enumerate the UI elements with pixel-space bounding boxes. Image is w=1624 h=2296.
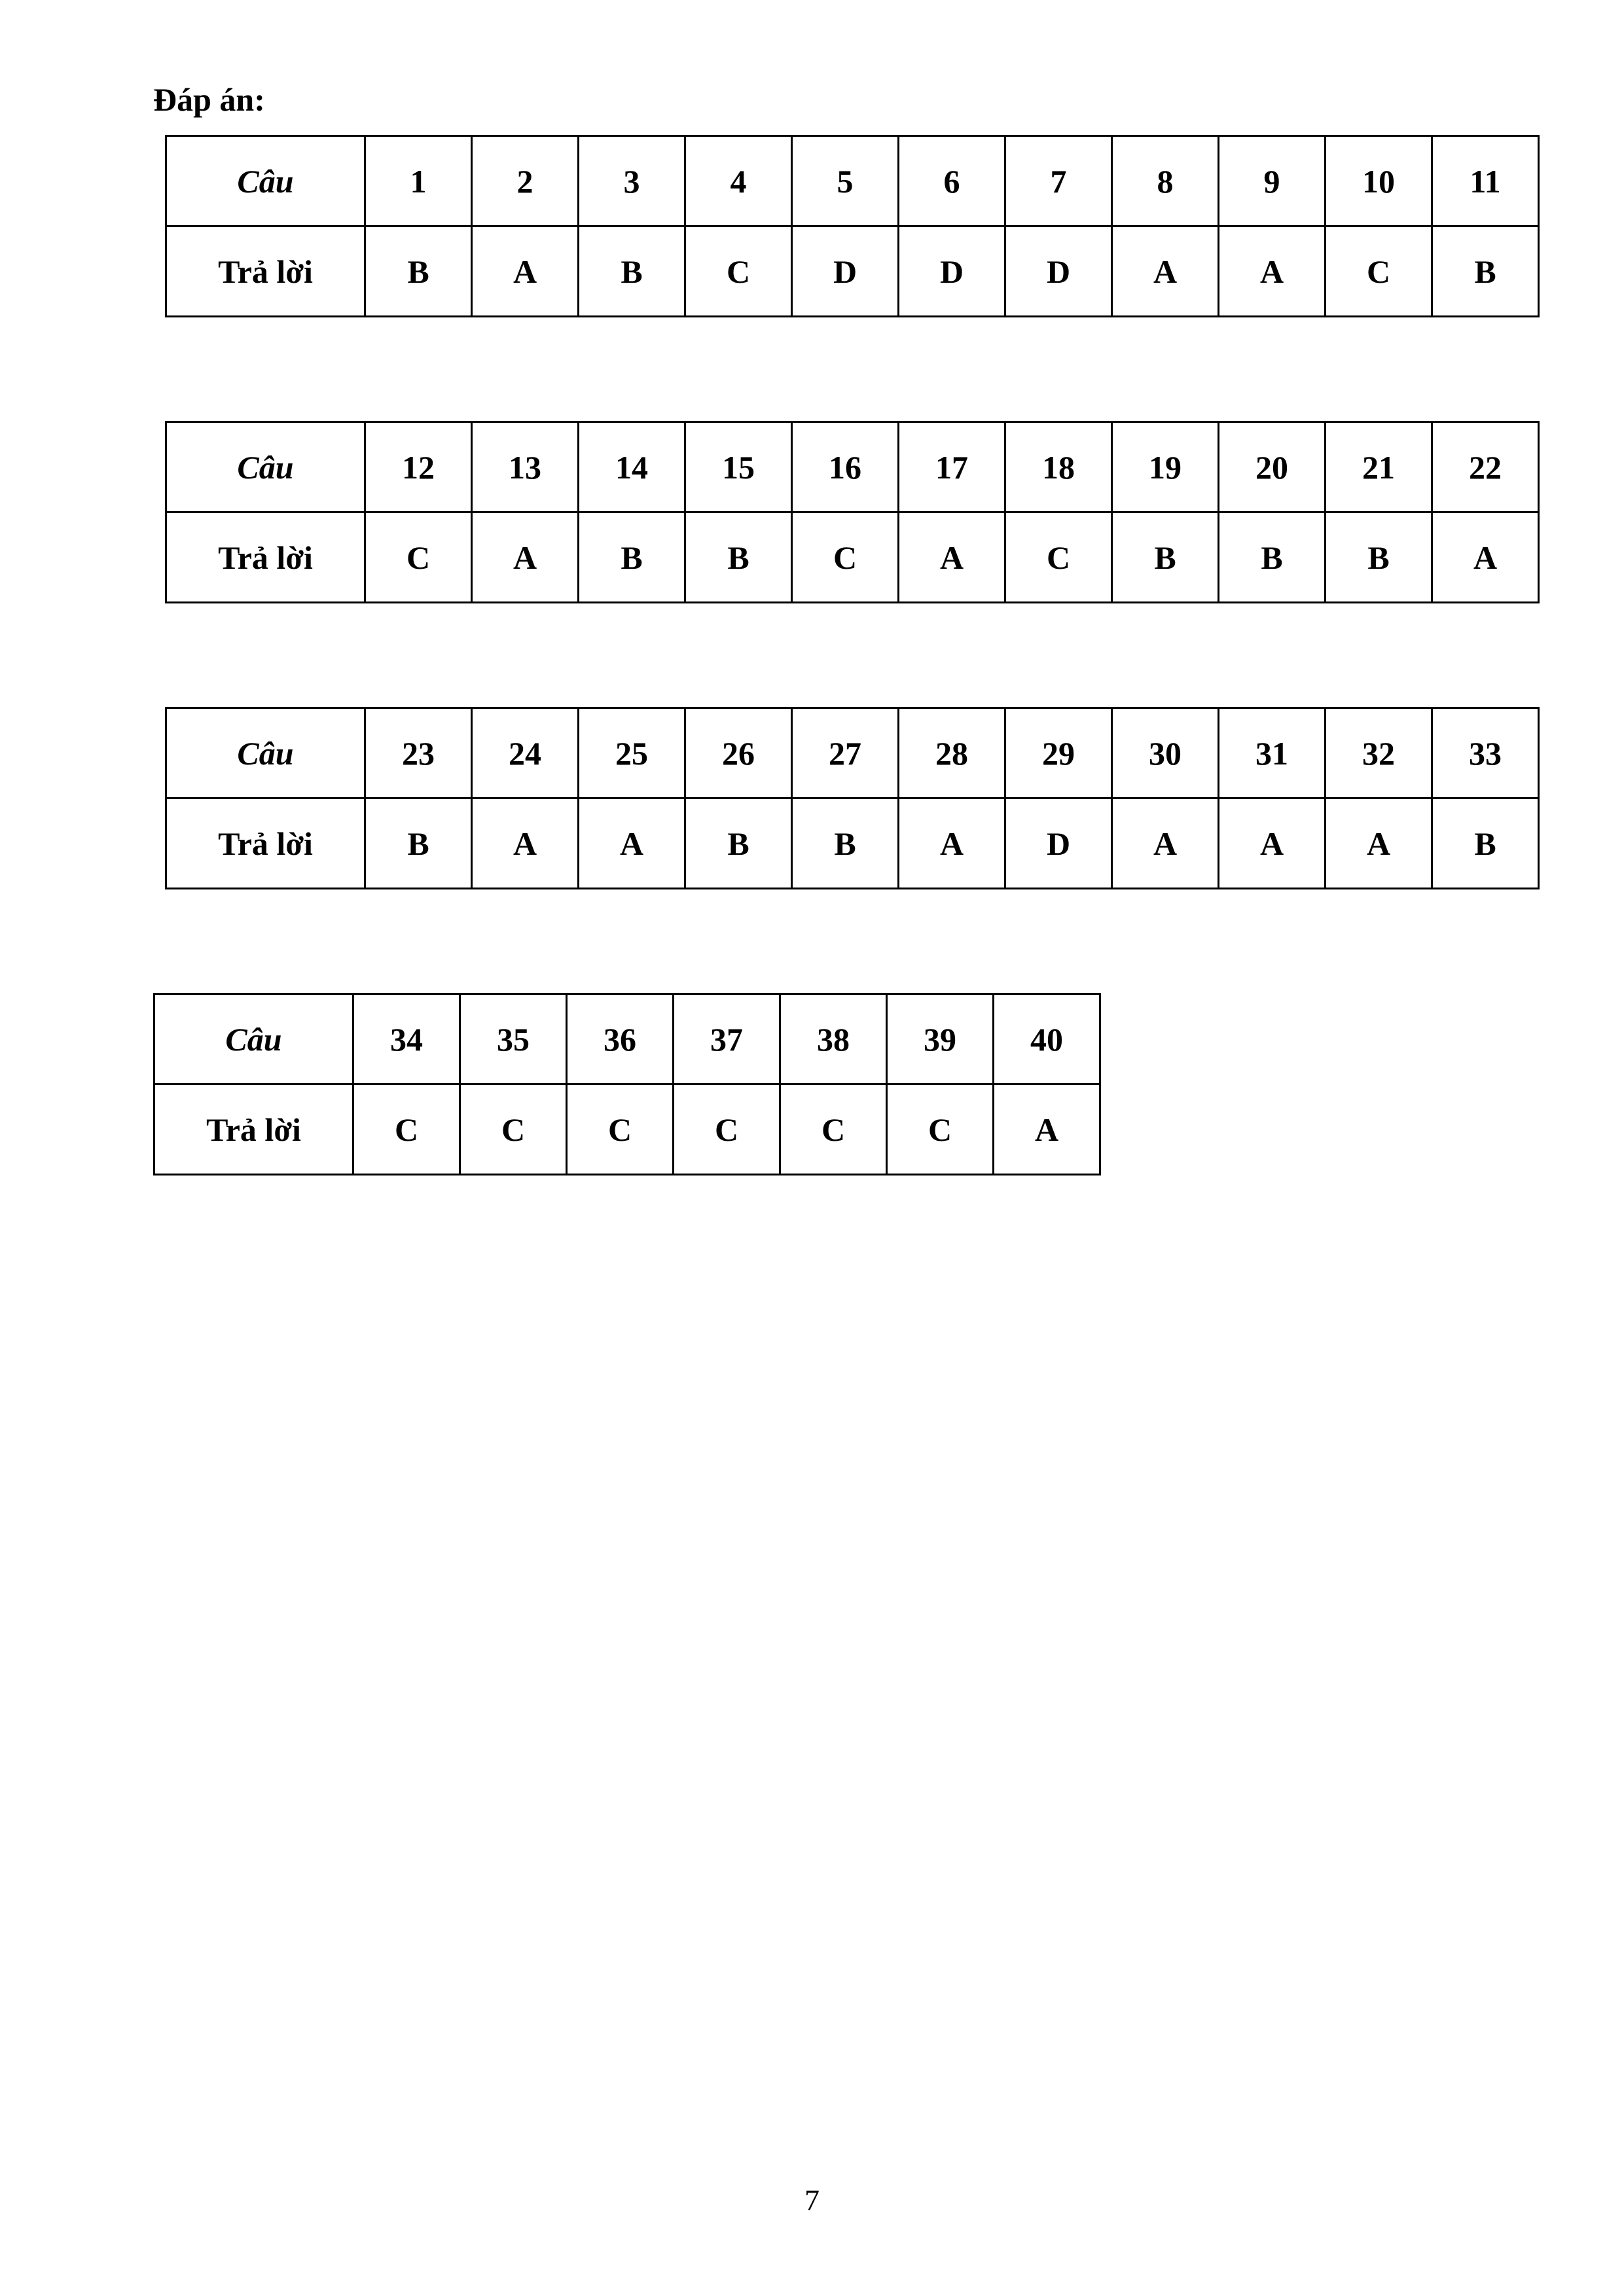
answer-cell: A — [1219, 798, 1326, 889]
answer-cell: C — [887, 1085, 994, 1175]
answer-cell: B — [792, 798, 899, 889]
answer-cell: B — [1326, 512, 1432, 603]
question-number: 35 — [460, 994, 567, 1085]
answer-label: Trả lời — [154, 1085, 353, 1175]
answer-cell: D — [1005, 226, 1112, 317]
question-number: 38 — [780, 994, 887, 1085]
answer-cell: C — [685, 226, 792, 317]
answer-cell: A — [1219, 226, 1326, 317]
answer-row — [166, 226, 1539, 317]
question-label: Câu — [166, 422, 365, 512]
question-number: 8 — [1112, 136, 1219, 226]
answer-cell: B — [579, 512, 685, 603]
question-label: Câu — [166, 708, 365, 798]
question-number: 13 — [472, 422, 579, 512]
answer-label: Trả lời — [166, 512, 365, 603]
question-number: 19 — [1112, 422, 1219, 512]
answer-cell: C — [353, 1085, 460, 1175]
question-row — [166, 708, 1539, 798]
question-number: 3 — [579, 136, 685, 226]
question-number: 37 — [674, 994, 780, 1085]
answer-row — [166, 798, 1539, 889]
question-number: 36 — [567, 994, 674, 1085]
question-number: 34 — [353, 994, 460, 1085]
answer-cell: B — [1432, 226, 1539, 317]
answer-cell: A — [1432, 512, 1539, 603]
question-number: 22 — [1432, 422, 1539, 512]
question-number: 16 — [792, 422, 899, 512]
question-number: 33 — [1432, 708, 1539, 798]
answer-cell: A — [472, 226, 579, 317]
question-number: 6 — [899, 136, 1005, 226]
answer-cell: C — [674, 1085, 780, 1175]
question-number: 7 — [1005, 136, 1112, 226]
question-number: 28 — [899, 708, 1005, 798]
question-number: 39 — [887, 994, 994, 1085]
answer-cell: D — [1005, 798, 1112, 889]
answer-cell: C — [792, 512, 899, 603]
answer-cell: B — [685, 512, 792, 603]
answer-cell: A — [899, 798, 1005, 889]
question-number: 1 — [365, 136, 472, 226]
question-number: 32 — [1326, 708, 1432, 798]
answer-cell: A — [899, 512, 1005, 603]
answer-table-4 — [153, 993, 1101, 1175]
question-number: 12 — [365, 422, 472, 512]
answer-cell: A — [472, 512, 579, 603]
answer-cell: B — [1112, 512, 1219, 603]
answer-cell: B — [1432, 798, 1539, 889]
answer-cell: C — [780, 1085, 887, 1175]
question-row — [166, 422, 1539, 512]
question-number: 23 — [365, 708, 472, 798]
answer-cell: A — [994, 1085, 1100, 1175]
question-number: 40 — [994, 994, 1100, 1085]
question-number: 9 — [1219, 136, 1326, 226]
answer-cell: C — [1326, 226, 1432, 317]
question-number: 5 — [792, 136, 899, 226]
answer-row — [154, 1085, 1100, 1175]
question-number: 15 — [685, 422, 792, 512]
question-label: Câu — [154, 994, 353, 1085]
answer-label: Trả lời — [166, 798, 365, 889]
question-number: 2 — [472, 136, 579, 226]
question-number: 24 — [472, 708, 579, 798]
answer-cell: D — [899, 226, 1005, 317]
answer-table-1 — [165, 135, 1540, 317]
question-number: 17 — [899, 422, 1005, 512]
question-number: 11 — [1432, 136, 1539, 226]
answer-cell: C — [1005, 512, 1112, 603]
answer-cell: C — [365, 512, 472, 603]
question-number: 18 — [1005, 422, 1112, 512]
question-number: 29 — [1005, 708, 1112, 798]
question-number: 31 — [1219, 708, 1326, 798]
question-number: 10 — [1326, 136, 1432, 226]
question-number: 4 — [685, 136, 792, 226]
page-number: 7 — [804, 2183, 820, 2217]
question-number: 27 — [792, 708, 899, 798]
answer-cell: A — [1112, 798, 1219, 889]
question-number: 26 — [685, 708, 792, 798]
answer-cell: B — [1219, 512, 1326, 603]
question-number: 14 — [579, 422, 685, 512]
answer-cell: C — [567, 1085, 674, 1175]
answer-table-3 — [165, 707, 1540, 889]
answer-label: Trả lời — [166, 226, 365, 317]
question-row — [154, 994, 1100, 1085]
question-number: 30 — [1112, 708, 1219, 798]
answer-cell: A — [1326, 798, 1432, 889]
answer-cell: B — [685, 798, 792, 889]
answer-table-2 — [165, 421, 1540, 603]
answer-cell: B — [365, 798, 472, 889]
answer-key-heading: Đáp án: — [153, 81, 265, 118]
question-label: Câu — [166, 136, 365, 226]
answer-cell: B — [579, 226, 685, 317]
answer-cell: B — [365, 226, 472, 317]
answer-cell: D — [792, 226, 899, 317]
answer-cell: C — [460, 1085, 567, 1175]
question-number: 21 — [1326, 422, 1432, 512]
answer-cell: A — [1112, 226, 1219, 317]
answer-row — [166, 512, 1539, 603]
answer-cell: A — [579, 798, 685, 889]
question-number: 20 — [1219, 422, 1326, 512]
question-row — [166, 136, 1539, 226]
question-number: 25 — [579, 708, 685, 798]
answer-cell: A — [472, 798, 579, 889]
